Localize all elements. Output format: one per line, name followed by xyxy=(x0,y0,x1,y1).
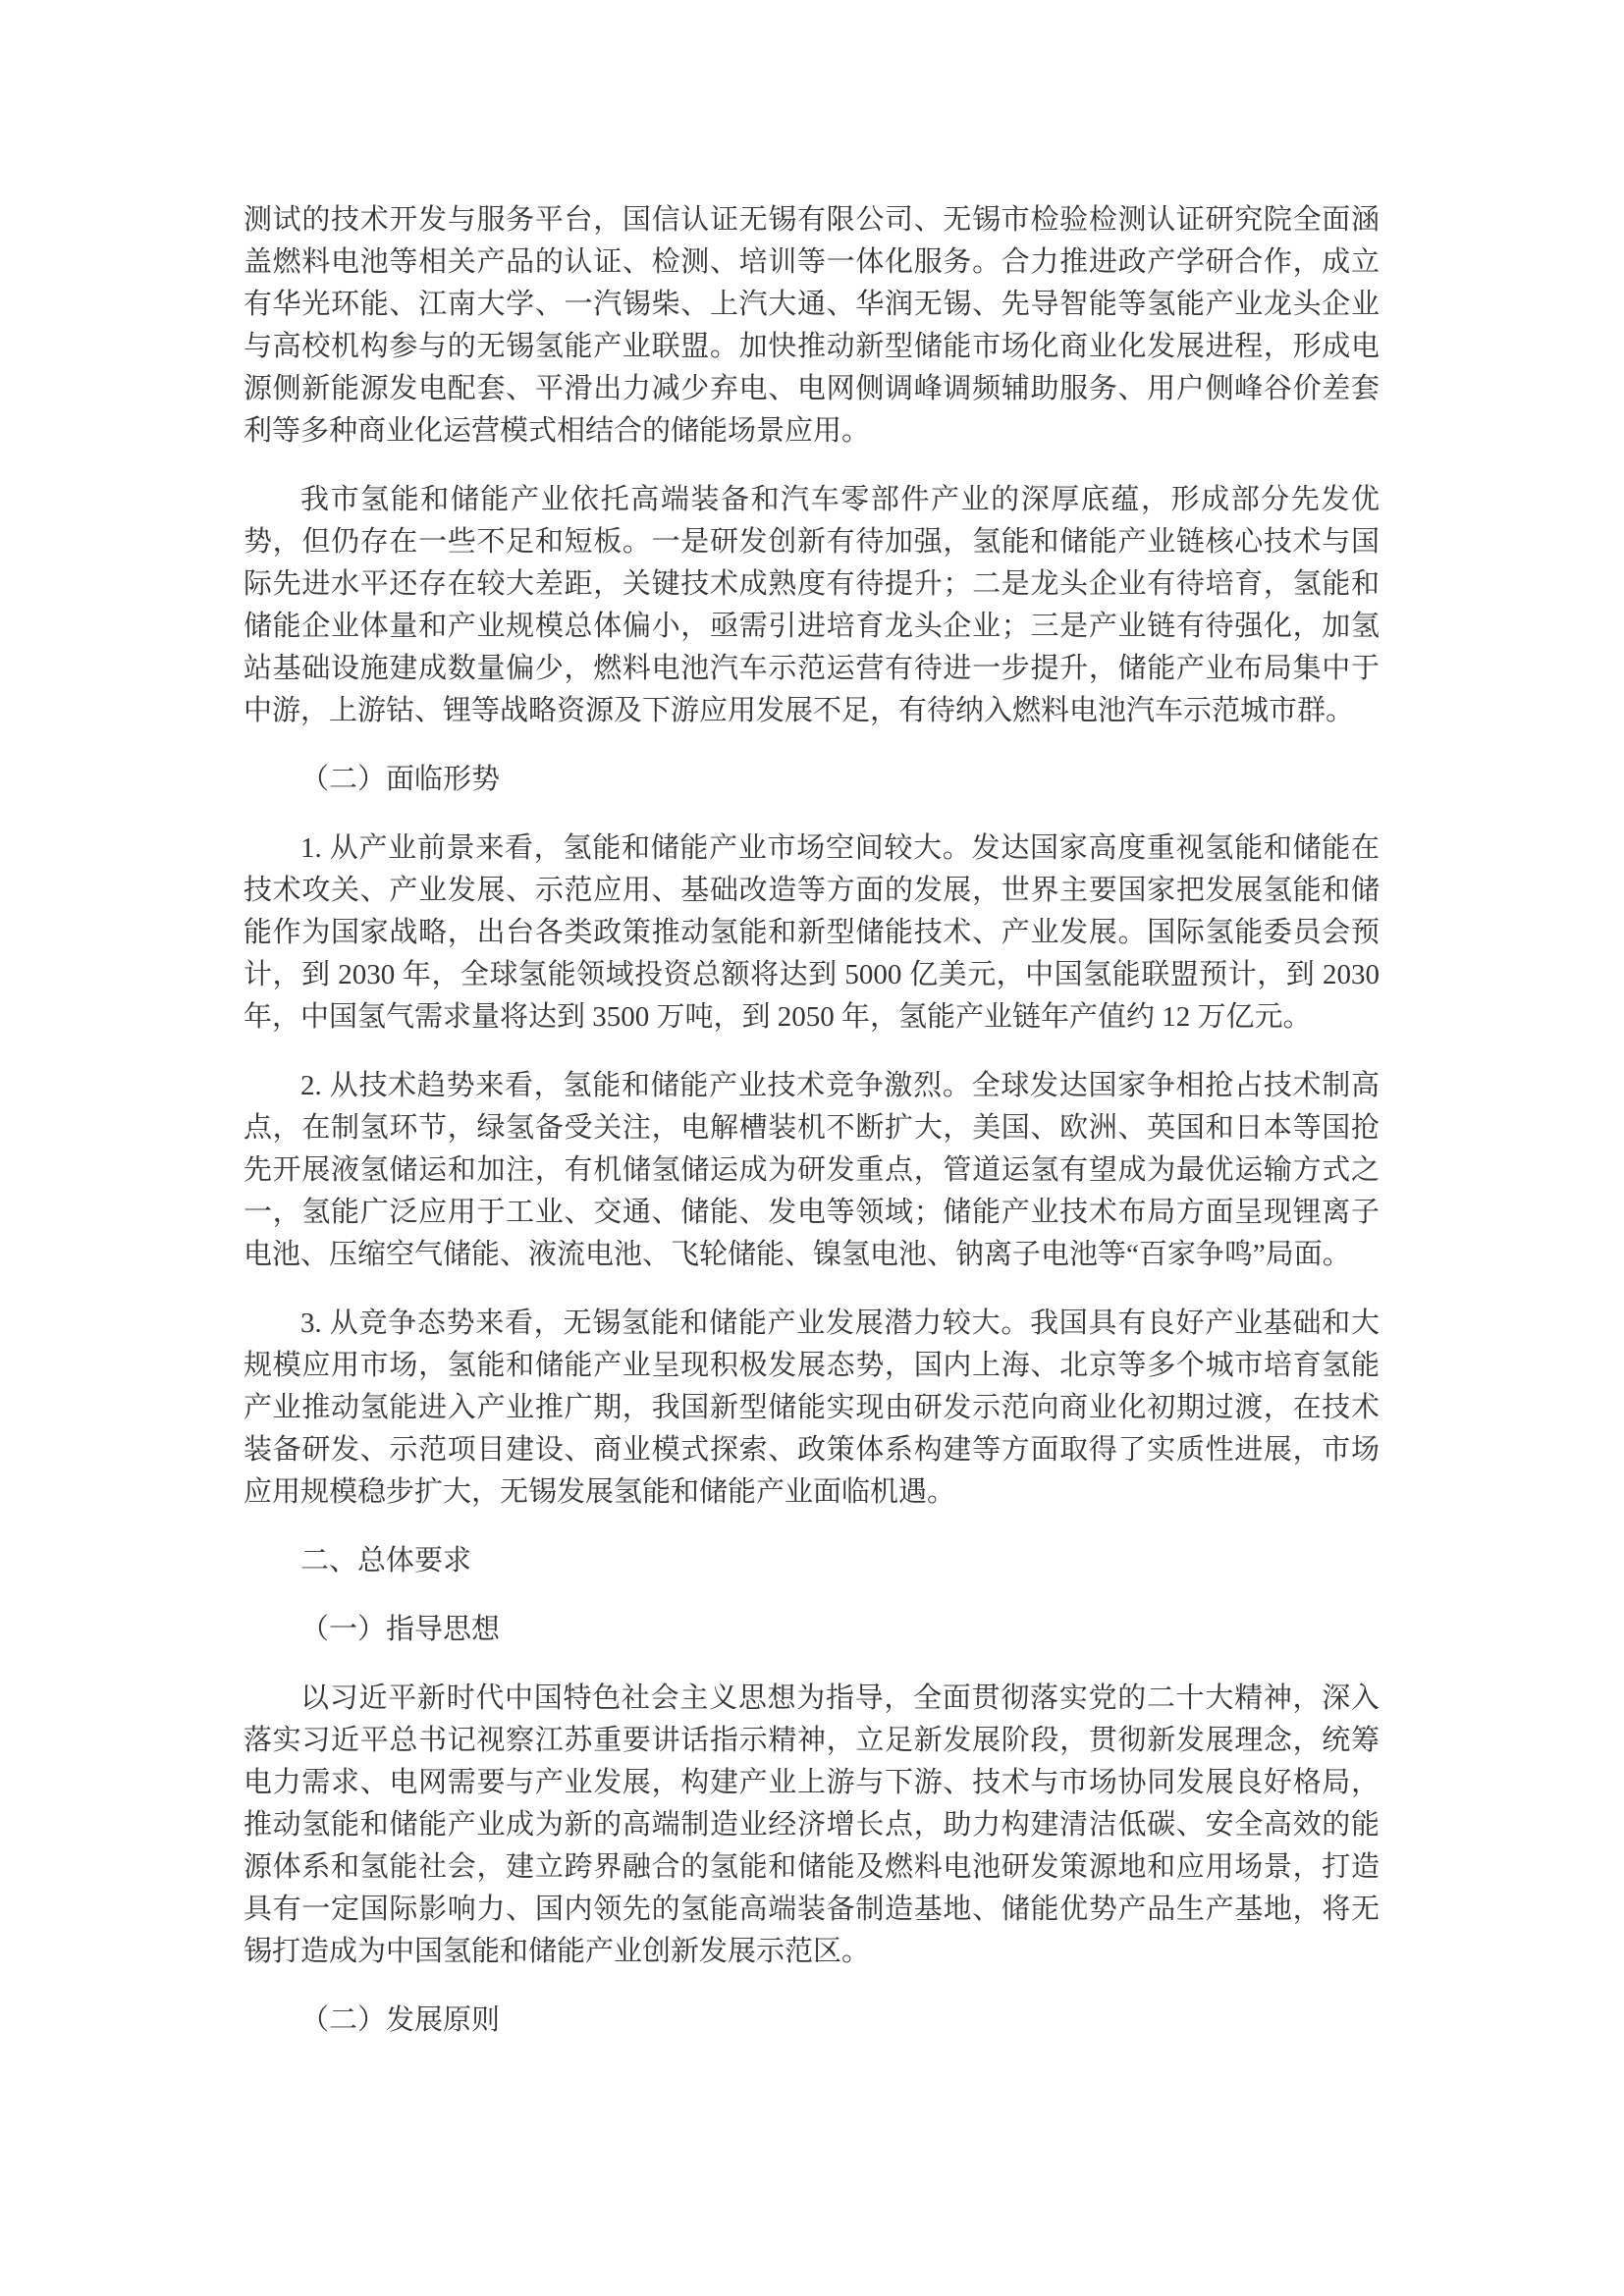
body-paragraph-guiding-ideology: 以习近平新时代中国特色社会主义思想为指导，全面贯彻落实党的二十大精神，深入落实习近平总书记视察江苏重要讲话指示精神，立足新发展阶段，贯彻新发展理念，统筹电力需求、电网需要与产业发展，构建产业上游与下游、技术与市场协同发展良好格局，推动氢能和储能产业成为新的高端制造业经济增长点，助力构建清洁低碳、安全高效的能源体系和氢能社会，建立跨界融合的氢能和储能及燃料电池研发策源地和应用场景，打造具有一定国际影响力、国内领先的氢能高端装备制造基地、储能优势产品生产基地，将无锡打造成为中国氢能和储能产业创新发展示范区。 xyxy=(244,1682,1380,1967)
body-paragraph-shortboards: 我市氢能和储能产业依托高端装备和汽车零部件产业的深厚底蕴，形成部分先发优势，但仍存在一些不足和短板。一是研发创新有待加强，氢能和储能产业链核心技术与国际先进水平还存在较大差距，关键技术成熟度有待提升；二是龙头企业有待培育，氢能和储能企业体量和产业规模总体偏小，亟需引进培育龙头企业；三是产业链有待强化，加氢站基础设施建成数量偏少，燃料电池汽车示范运营有待进一步提升，储能产业布局集中于中游，上游钴、锂等战略资源及下游应用发展不足，有待纳入燃料电池汽车示范城市群。 xyxy=(244,484,1380,726)
body-paragraph-competition: 3. 从竞争态势来看，无锡氢能和储能产业发展潜力较大。我国具有良好产业基础和大规模应用市场，氢能和储能产业呈现积极发展态势，国内上海、北京等多个城市培育氢能产业推动氢能进入产业推广期，我国新型储能实现由研发示范向商业化初期过渡，在技术装备研发、示范项目建设、商业模式探索、政策体系构建等方面取得了实质性进展，市场应用规模稳步扩大，无锡发展氢能和储能产业面临机遇。 xyxy=(244,1308,1380,1508)
section-heading-overall-requirements: 二、总体要求 xyxy=(300,1545,472,1576)
subsection-heading-situation: （二）面临形势 xyxy=(300,764,501,795)
body-paragraph-tech-trends: 2. 从技术趋势来看，氢能和储能产业技术竞争激烈。全球发达国家争相抢占技术制高点，在制氢环节，绿氢备受关注，电解槽装机不断扩大，美国、欧洲、英国和日本等国抢先开展液氢储运和加注，有机储氢储运成为研发重点，管道运氢有望成为最优运输方式之一，氢能广泛应用于工业、交通、储能、发电等领域；储能产业技术布局方面呈现锂离子电池、压缩空气储能、液流电池、飞轮储能、镍氢电池、钠离子电池等“百家争鸣”局面。 xyxy=(244,1070,1380,1270)
body-paragraph-continuation: 测试的技术开发与服务平台，国信认证无锡有限公司、无锡市检验检测认证研究院全面涵盖燃料电池等相关产品的认证、检测、培训等一体化服务。合力推进政产学研合作，成立有华光环能、江南大学、一汽锡柴、上汽大通、华润无锡、先导智能等氢能产业龙头企业与高校机构参与的无锡氢能产业联盟。加快推动新型储能市场化商业化发展进程，形成电源侧新能源发电配套、平滑出力减少弃电、电网侧调峰调频辅助服务、用户侧峰谷价差套利等多种商业化运营模式相结合的储能场景应用。 xyxy=(244,204,1380,447)
subsection-heading-guiding-ideology: （一）指导思想 xyxy=(300,1614,501,1645)
body-paragraph-industry-outlook: 1. 从产业前景来看，氢能和储能产业市场空间较大。发达国家高度重视氢能和储能在技术攻关、产业发展、示范应用、基础改造等方面的发展，世界主要国家把发展氢能和储能作为国家战略，出台各类政策推动氢能和新型储能技术、产业发展。国际氢能委员会预计，到 2030 年，全球氢能领域投资总额将达到 5000 亿美元，中国氢能联盟预计，到 2030 年，中国氢气需求量将达到 3500 万吨，到 2050 年，氢能产业链年产值约 12 万亿元。 xyxy=(244,832,1380,1033)
subsection-heading-development-principles: （二）发展原则 xyxy=(300,2004,501,2036)
